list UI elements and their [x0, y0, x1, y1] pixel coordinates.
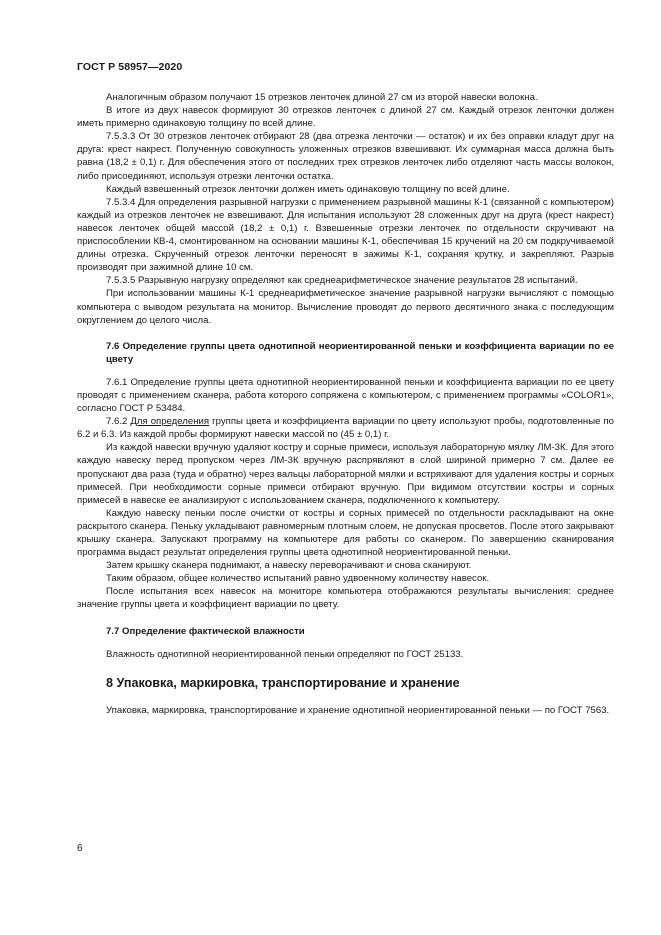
paragraph: При использовании машины К-1 среднеарифметическое значение разрывной нагрузки вычисляют с помощью компьютера с выводом результата на монитор. Вычисление проводят до первого десятичного знака с последующим округлением до целого числа. — [77, 288, 614, 326]
paragraph: Каждую навеску пеньки после очистки от костры и сорных примесей по отдельности раскладывают на окне раскрытого сканера. Пеньку укладывают равномерным плотным слоем, не допуская просветов. После этого закрывают крышку сканера. Запускают программу на компьютере для работы со сканером. По завершению сканирования программа выдаст результат определения группы цвета однотипной неориентированной пеньки. — [77, 507, 614, 559]
paragraph: В итоге из двух навесок формируют 30 отрезков ленточек с длиной 27 см. Каждый отрезок ленточки должен иметь примерно одинаковую толщину по всей длине. — [77, 105, 614, 130]
paragraph-7-6-1: 7.6.1 Определение группы цвета однотипной неориентированной пеньки и коэффициента вариации по ее цвету проводят с применением сканера, работа которого сопряжена с компьютером, с применением программы «COLOR1», согласно ГОСТ Р 53484. — [77, 376, 614, 415]
page-number: 6 — [77, 843, 83, 854]
section-heading-7-7: 7.7 Определение фактической влажности — [106, 625, 305, 637]
paragraph-8: Упаковка, маркировка, транспортирование и хранение однотипной неориентированной пеньки — по ГОСТ 7563. — [106, 704, 610, 716]
paragraph: Таким образом, общее количество испытаний равно удвоенному количеству навесок. — [106, 573, 490, 585]
paragraph-text: группы цвета и коэффициента вариации по цвету используют пробы, подготовленные по 6.2 и 6.3. Из каждой пробы формируют навески массой по (45 ± 0,1) г. — [77, 416, 614, 441]
paragraph-7-7: Влажность однотипной неориентированной пеньки определяют по ГОСТ 25133. — [106, 648, 464, 660]
paragraph: После испытания всех навесок на мониторе компьютера отображаются результаты вычисления: среднее значение группы цвета и коэффициент вариации по цвету. — [77, 586, 614, 611]
paragraph-7-5-3-3: 7.5.3.3 От 30 отрезков ленточек отбирают 28 (два отрезка ленточки — остаток) и их без оправки кладут друг на друга: крест накрест. Полученную совокупность уложенных отрезков взвешивают. Их суммарная масса должна быть равна (18,2 ± 0,1) г. Для обеспечения этого от последних трех отрезков ленточек либо отделяют часть массы волокон, либо присоединяют, используя отрезки ленточки остатка. — [77, 131, 614, 182]
paragraph: Аналогичным образом получают 15 отрезков ленточек длиной 27 см из второй навески волокна. — [106, 92, 538, 103]
paragraph: Каждый взвешенный отрезок ленточки должен иметь одинаковую толщину по всей длине. — [106, 183, 510, 195]
paragraph-7-6-2 — [77, 415, 614, 441]
paragraph-7-5-3-5: 7.5.3.5 Разрывную нагрузку определяют как среднеарифметическое значение результатов 28 испытаний. — [106, 275, 578, 287]
underlined-text: Для определения — [130, 416, 210, 428]
clause-number: 7.6.2 — [106, 416, 128, 428]
paragraph: Затем крышку сканера поднимают, а навеску переворачивают и снова сканируют. — [106, 560, 472, 572]
paragraph-7-5-3-4: 7.5.3.4 Для определения разрывной нагрузки с применением разрывной машины К-1 (связанной с компьютером) каждый из отрезков ленточек не взвешивают. Для испытания используют 28 сложенных друг на друга (крест накрест) навесок ленточек общей массой (18,2 ± 0,1) г. Взвешенные отрезки ленточек по отдельности скручивают на приспособлении КВ-4, смонтированном на основании машины К-1, обеспечивая 15 кручений на 20 см подкручиваемой длины отрезка. Скрученный отрезок ленточки переносят в зажимы К-1, сохраняя крутку, и закрепляют. Разрыв производят при зажимной длине 10 см. — [77, 196, 614, 274]
section-heading-7-6: 7.6 Определение группы цвета однотипной неориентированной пеньки и коэффициента вариации по ее цвету — [106, 340, 614, 365]
document-body — [77, 91, 614, 717]
section-heading-8: 8 Упаковка, маркировка, транспортирование и хранение — [106, 675, 460, 690]
paragraph: Из каждой навески вручную удаляют костру и сорные примеси, используя лабораторную мялку ЛМ-3К. Для этого каждую навеску перед пропуском через ЛМ-3К вручную распрявляют в слой шириной примерно 7 см. Далее ее пропускают два раза (туда и обратно) через вальцы лабораторной мялки и встряхивают для удаления костры и сорных примесей. При необходимости сорные примеси отбирают вручную. При видимом отсутствии костры и сорных примесей в навеске ее анализируют с использованием сканера, подключенного к компьютеру. — [77, 442, 614, 506]
document-header: ГОСТ Р 58957—2020 — [77, 61, 183, 73]
